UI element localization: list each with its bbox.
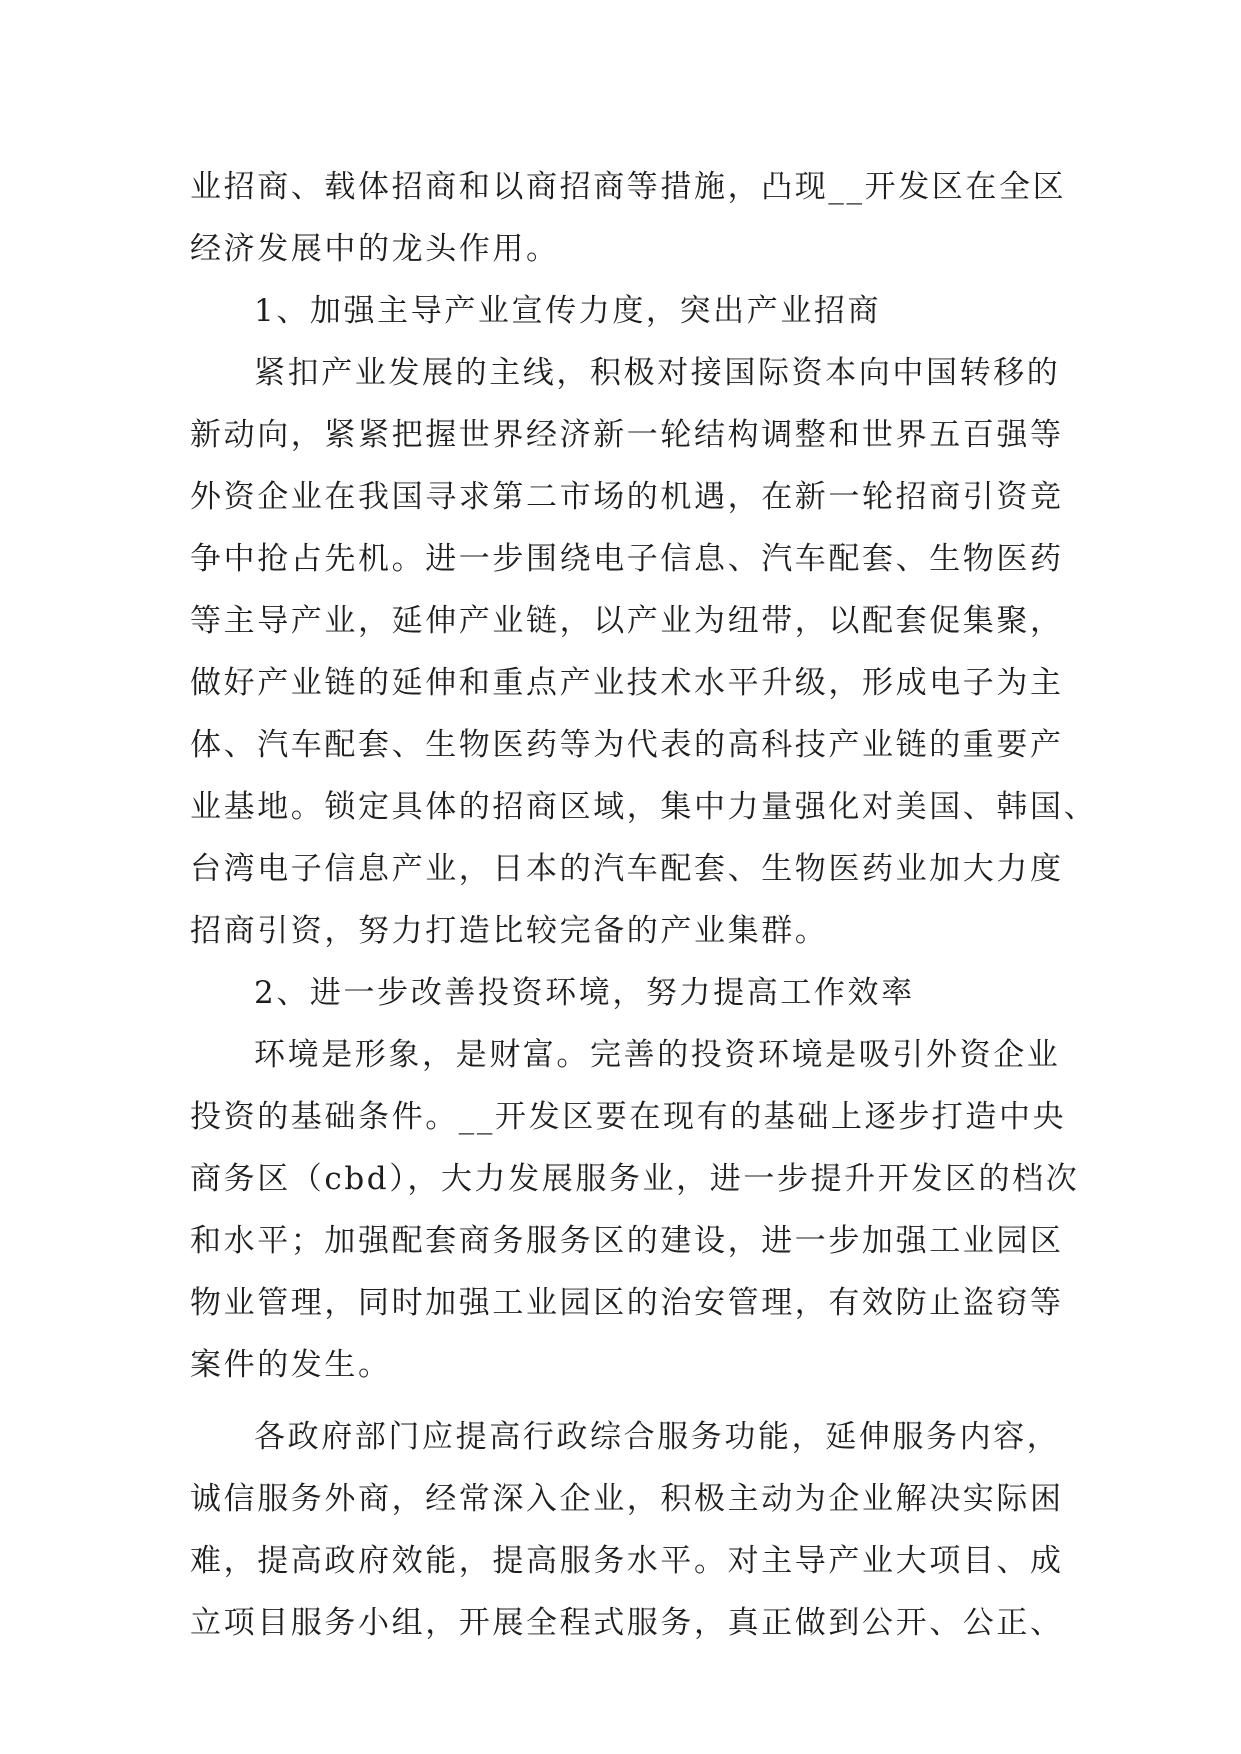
text-line: 业基地。锁定具体的招商区域，集中力量强化对美国、韩国、 (190, 789, 1098, 825)
text-line: 等主导产业，延伸产业链，以产业为纽带，以配套促集聚， (190, 603, 1064, 639)
section-heading: 1、加强主导产业宣传力度，突出产业招商 (254, 293, 882, 329)
text-line: 体、汽车配套、生物医药等为代表的高科技产业链的重要产 (190, 727, 1064, 763)
text-line: 投资的基础条件。__开发区要在现有的基础上逐步打造中央 (190, 1099, 1067, 1135)
text-line: 物业管理，同时加强工业园区的治安管理，有效防止盗窃等 (190, 1285, 1064, 1321)
text-line: 紧扣产业发展的主线，积极对接国际资本向中国转移的 (254, 355, 1061, 391)
text-line: 难，提高政府效能，提高服务水平。对主导产业大项目、成 (190, 1543, 1064, 1579)
text-line: 做好产业链的延伸和重点产业技术水平升级，形成电子为主 (190, 665, 1064, 701)
text-line: 诚信服务外商，经常深入企业，积极主动为企业解决实际困 (190, 1481, 1064, 1517)
text-line: 业招商、载体招商和以商招商等措施，凸现__开发区在全区 (190, 169, 1067, 205)
text-line: 经济发展中的龙头作用。 (190, 231, 560, 267)
section-heading: 2、进一步改善投资环境，努力提高工作效率 (254, 975, 915, 1011)
text-line: 外资企业在我国寻求第二市场的机遇，在新一轮招商引资竞 (190, 479, 1064, 515)
text-line: 台湾电子信息产业，日本的汽车配套、生物医药业加大力度 (190, 851, 1064, 887)
text-line: 商务区（cbd），大力发展服务业，进一步提升开发区的档次 (190, 1161, 1080, 1197)
text-line: 环境是形象，是财富。完善的投资环境是吸引外资企业 (254, 1037, 1061, 1073)
text-line: 争中抢占先机。进一步围绕电子信息、汽车配套、生物医药 (190, 541, 1064, 577)
text-line: 案件的发生。 (190, 1347, 392, 1383)
text-line: 招商引资，努力打造比较完备的产业集群。 (190, 913, 829, 949)
text-line: 新动向，紧紧把握世界经济新一轮结构调整和世界五百强等 (190, 417, 1064, 453)
text-line: 立项目服务小组，开展全程式服务，真正做到公开、公正、 (190, 1605, 1064, 1641)
document-body (190, 156, 1098, 1654)
text-line: 各政府部门应提高行政综合服务功能，延伸服务内容， (254, 1419, 1061, 1455)
text-line: 和水平；加强配套商务服务区的建设，进一步加强工业园区 (190, 1223, 1064, 1259)
